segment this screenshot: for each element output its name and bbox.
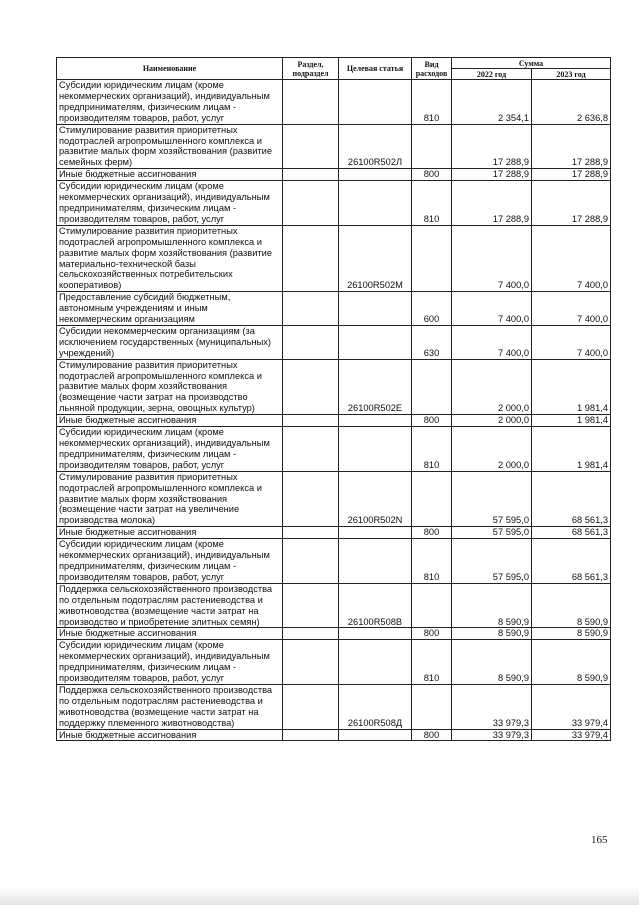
row-section-cell — [283, 628, 339, 640]
row-amount-2022-cell: 7 400,0 — [452, 292, 532, 326]
row-expense-type-cell: 800 — [412, 527, 452, 539]
row-name-cell: Иные бюджетные ассигнования — [57, 169, 283, 181]
row-amount-2023-cell: 33 979,4 — [532, 729, 611, 741]
row-amount-2023-cell: 1 981,4 — [532, 427, 611, 472]
row-expense-type-cell: 810 — [412, 181, 452, 226]
row-expense-type-cell: 800 — [412, 729, 452, 741]
row-target-cell: 26100R502М — [339, 225, 412, 291]
row-amount-2022-cell: 17 288,9 — [452, 169, 532, 181]
row-target-cell — [339, 628, 412, 640]
row-amount-2023-cell: 68 561,3 — [532, 539, 611, 584]
row-expense-type-cell: 800 — [412, 169, 452, 181]
row-section-cell — [283, 640, 339, 685]
row-amount-2023-cell: 68 561,3 — [532, 527, 611, 539]
row-target-cell — [339, 169, 412, 181]
row-name-cell: Предоставление субсидий бюджетным, автономным учреждениям и иным некоммерческим организациям — [57, 292, 283, 326]
page-bottom-shadow — [0, 887, 639, 905]
row-name-cell: Субсидии юридическим лицам (кроме некоммерческих организаций), индивидуальным предпринимателям, физическим лицам - производителям товаров, работ, услуг — [57, 539, 283, 584]
row-section-cell — [283, 539, 339, 584]
row-amount-2023-cell: 8 590,9 — [532, 640, 611, 685]
row-amount-2022-cell: 8 590,9 — [452, 640, 532, 685]
row-amount-2022-cell: 2 000,0 — [452, 427, 532, 472]
row-expense-type-cell — [412, 471, 452, 527]
row-amount-2023-cell: 17 288,9 — [532, 124, 611, 169]
row-target-cell: 26100R502N — [339, 471, 412, 527]
row-expense-type-cell: 810 — [412, 539, 452, 584]
row-amount-2023-cell: 2 636,8 — [532, 80, 611, 125]
row-target-cell — [339, 292, 412, 326]
table-row — [57, 729, 611, 741]
row-section-cell — [283, 427, 339, 472]
row-amount-2023-cell: 7 400,0 — [532, 325, 611, 359]
row-amount-2022-cell: 57 595,0 — [452, 471, 532, 527]
row-expense-type-cell — [412, 359, 452, 415]
row-amount-2023-cell: 8 590,9 — [532, 583, 611, 628]
row-amount-2022-cell: 33 979,3 — [452, 684, 532, 729]
row-expense-type-cell: 800 — [412, 415, 452, 427]
row-target-cell: 26100R508Д — [339, 684, 412, 729]
header-target: Целевая статья — [339, 58, 412, 80]
row-amount-2022-cell: 17 288,9 — [452, 181, 532, 226]
row-target-cell: 26100R508В — [339, 583, 412, 628]
row-name-cell: Стимулирование развития приоритетных подотраслей агропромышленного комплекса и развитие малых форм хозяйствования (возмещение части затрат на увеличение производства молока) — [57, 471, 283, 527]
row-name-cell: Стимулирование развития приоритетных подотраслей агропромышленного комплекса и развитие малых форм хозяйствования (развитие семейных ферм) — [57, 124, 283, 169]
row-target-cell — [339, 640, 412, 685]
row-amount-2022-cell: 57 595,0 — [452, 527, 532, 539]
row-section-cell — [283, 225, 339, 291]
row-target-cell — [339, 729, 412, 741]
row-section-cell — [283, 583, 339, 628]
row-expense-type-cell: 800 — [412, 628, 452, 640]
row-section-cell — [283, 325, 339, 359]
row-name-cell: Субсидии некоммерческим организациям (за исключением государственных (муниципальных) учреждений) — [57, 325, 283, 359]
row-name-cell: Субсидии юридическим лицам (кроме некоммерческих организаций), индивидуальным предпринимателям, физическим лицам - производителям товаров, работ, услуг — [57, 427, 283, 472]
row-section-cell — [283, 415, 339, 427]
table-row — [57, 359, 611, 415]
row-expense-type-cell — [412, 225, 452, 291]
row-name-cell: Иные бюджетные ассигнования — [57, 729, 283, 741]
row-expense-type-cell: 810 — [412, 640, 452, 685]
row-amount-2022-cell: 2 000,0 — [452, 359, 532, 415]
row-amount-2022-cell: 17 288,9 — [452, 124, 532, 169]
header-name: Наименование — [57, 58, 283, 80]
row-target-cell — [339, 539, 412, 584]
row-amount-2022-cell: 33 979,3 — [452, 729, 532, 741]
row-amount-2022-cell: 2 354,1 — [452, 80, 532, 125]
table-row — [57, 628, 611, 640]
row-amount-2023-cell: 1 981,4 — [532, 415, 611, 427]
row-name-cell: Поддержка сельскохозяйственного производства по отдельным подотраслям растениеводства и животноводства (возмещение части затрат на поддержку племенного животноводства) — [57, 684, 283, 729]
row-section-cell — [283, 80, 339, 125]
header-year-2022: 2022 год — [452, 69, 532, 80]
row-amount-2022-cell: 8 590,9 — [452, 628, 532, 640]
row-target-cell — [339, 427, 412, 472]
row-section-cell — [283, 124, 339, 169]
header-section: Раздел, подраздел — [283, 58, 339, 80]
table-row — [57, 292, 611, 326]
row-expense-type-cell — [412, 124, 452, 169]
row-expense-type-cell — [412, 583, 452, 628]
row-target-cell — [339, 181, 412, 226]
row-name-cell: Стимулирование развития приоритетных подотраслей агропромышленного комплекса и развитие малых форм хозяйствования (развитие материально-технической базы сельскохозяйственных потребительских кооперативов) — [57, 225, 283, 291]
table-row — [57, 169, 611, 181]
row-expense-type-cell — [412, 684, 452, 729]
row-section-cell — [283, 292, 339, 326]
row-section-cell — [283, 684, 339, 729]
row-name-cell: Иные бюджетные ассигнования — [57, 415, 283, 427]
row-expense-type-cell: 810 — [412, 427, 452, 472]
row-name-cell: Субсидии юридическим лицам (кроме некоммерческих организаций), индивидуальным предпринимателям, физическим лицам - производителям товаров, работ, услуг — [57, 80, 283, 125]
table-row — [57, 539, 611, 584]
row-section-cell — [283, 729, 339, 741]
table-row — [57, 684, 611, 729]
header-year-2023: 2023 год — [532, 69, 611, 80]
table-row — [57, 325, 611, 359]
row-target-cell: 26100R502Е — [339, 359, 412, 415]
row-target-cell — [339, 325, 412, 359]
table-row — [57, 640, 611, 685]
page-number: 165 — [591, 834, 608, 846]
row-target-cell — [339, 527, 412, 539]
row-amount-2023-cell: 68 561,3 — [532, 471, 611, 527]
row-amount-2023-cell: 7 400,0 — [532, 292, 611, 326]
row-amount-2023-cell: 17 288,9 — [532, 181, 611, 226]
table-row — [57, 471, 611, 527]
row-target-cell — [339, 80, 412, 125]
table-row — [57, 583, 611, 628]
table-row — [57, 124, 611, 169]
row-target-cell — [339, 415, 412, 427]
row-amount-2022-cell: 2 000,0 — [452, 415, 532, 427]
table-row — [57, 427, 611, 472]
row-amount-2022-cell: 57 595,0 — [452, 539, 532, 584]
row-name-cell: Иные бюджетные ассигнования — [57, 628, 283, 640]
row-expense-type-cell: 810 — [412, 80, 452, 125]
row-name-cell: Субсидии юридическим лицам (кроме некоммерческих организаций), индивидуальным предпринимателям, физическим лицам - производителям товаров, работ, услуг — [57, 181, 283, 226]
row-expense-type-cell: 630 — [412, 325, 452, 359]
row-amount-2023-cell: 1 981,4 — [532, 359, 611, 415]
row-section-cell — [283, 359, 339, 415]
row-section-cell — [283, 471, 339, 527]
table-row — [57, 80, 611, 125]
row-amount-2022-cell: 8 590,9 — [452, 583, 532, 628]
row-name-cell: Иные бюджетные ассигнования — [57, 527, 283, 539]
row-target-cell: 26100R502Л — [339, 124, 412, 169]
table-row — [57, 225, 611, 291]
row-amount-2022-cell: 7 400,0 — [452, 325, 532, 359]
budget-table — [56, 57, 611, 741]
table-header — [57, 58, 611, 80]
row-section-cell — [283, 169, 339, 181]
row-amount-2023-cell: 17 288,9 — [532, 169, 611, 181]
row-expense-type-cell: 600 — [412, 292, 452, 326]
row-name-cell: Субсидии юридическим лицам (кроме некоммерческих организаций), индивидуальным предпринимателям, физическим лицам - производителям товаров, работ, услуг — [57, 640, 283, 685]
row-section-cell — [283, 181, 339, 226]
table-body — [57, 80, 611, 741]
row-amount-2022-cell: 7 400,0 — [452, 225, 532, 291]
table-row — [57, 181, 611, 226]
row-name-cell: Поддержка сельскохозяйственного производства по отдельным подотраслям растениеводства и животноводства (возмещение части затрат на производство и приобретение элитных семян) — [57, 583, 283, 628]
row-section-cell — [283, 527, 339, 539]
table-row — [57, 527, 611, 539]
table-row — [57, 415, 611, 427]
header-expense-type: Вид расходов — [412, 58, 452, 80]
header-sum: Сумма — [452, 58, 611, 69]
row-amount-2023-cell: 8 590,9 — [532, 628, 611, 640]
row-amount-2023-cell: 7 400,0 — [532, 225, 611, 291]
row-name-cell: Стимулирование развития приоритетных подотраслей агропромышленного комплекса и развитие малых форм хозяйствования (возмещение части затрат на производство льняной продукции, зерна, овощных культур) — [57, 359, 283, 415]
row-amount-2023-cell: 33 979,4 — [532, 684, 611, 729]
